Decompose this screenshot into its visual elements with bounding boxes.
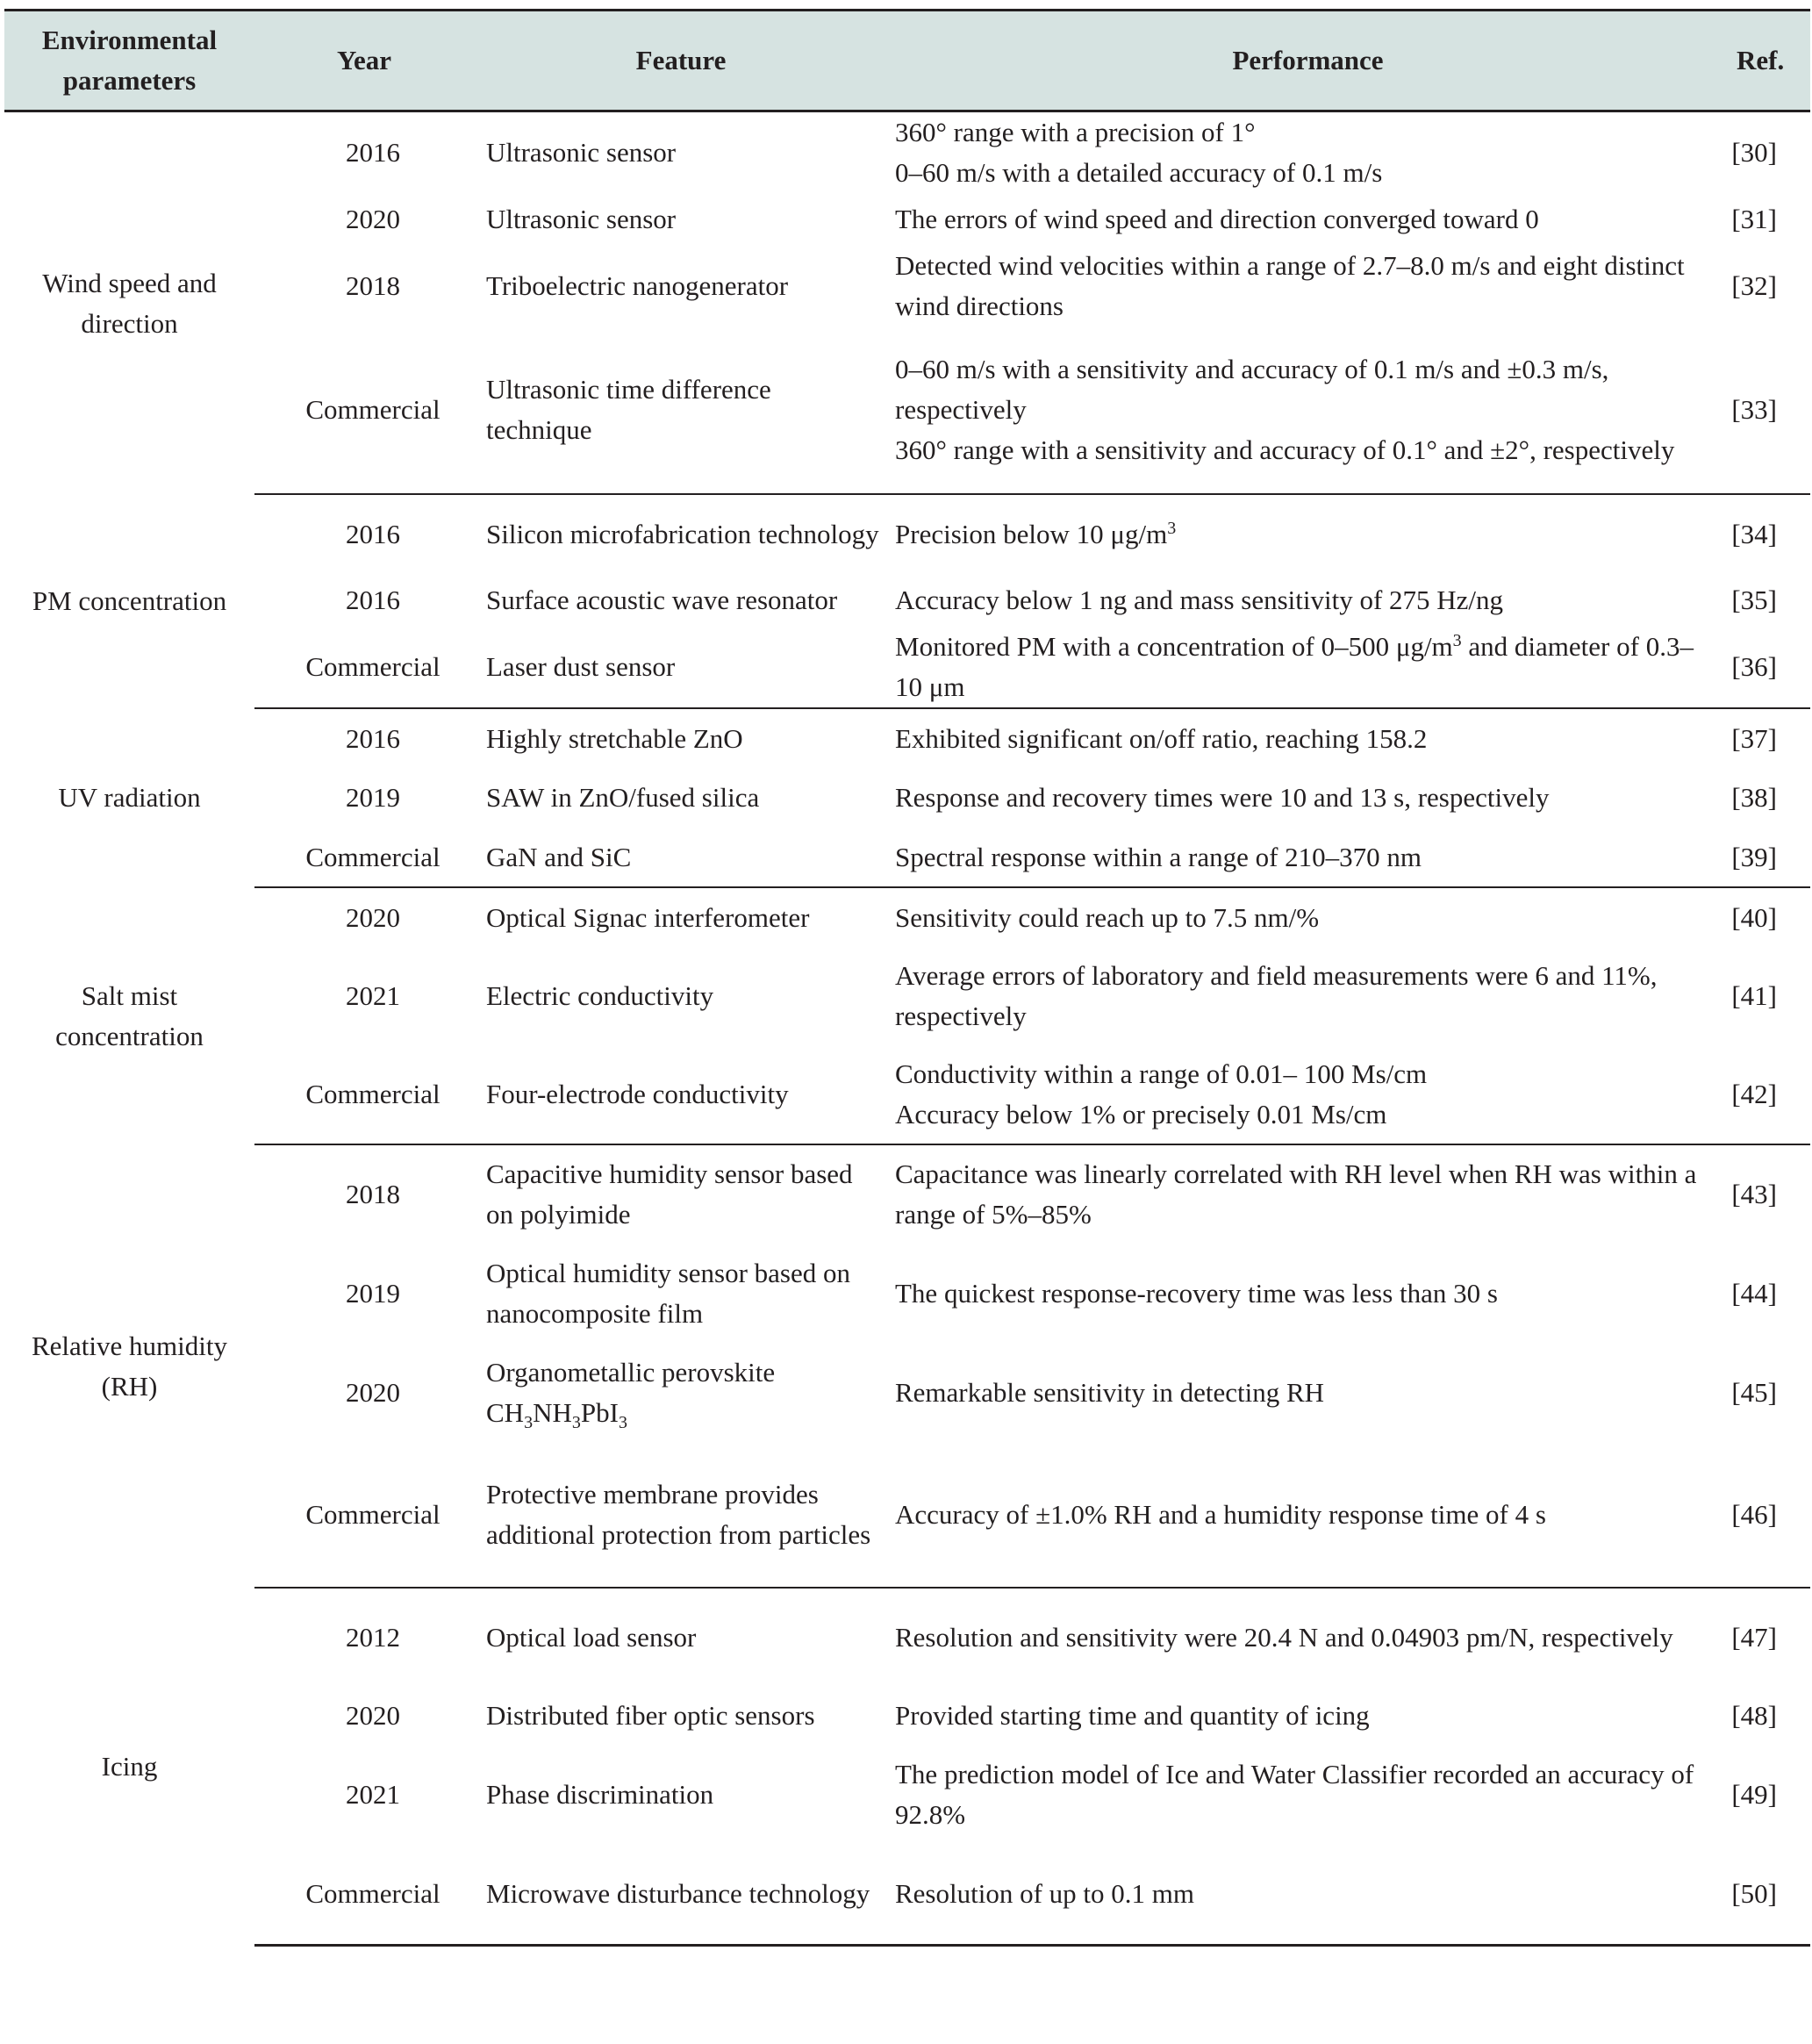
feature-cell: GaN and SiC	[474, 828, 888, 887]
year-cell: 2016	[346, 519, 400, 549]
feature-cell: Distributed fiber optic sensors	[486, 1700, 815, 1731]
formula-part: PbI	[580, 1397, 619, 1428]
year-cell: 2016	[346, 585, 400, 615]
ref-cell: [48]	[1731, 1700, 1777, 1731]
performance-cell	[888, 494, 1728, 574]
year-cell: 2020	[346, 901, 400, 933]
year-cell: 2012	[346, 1621, 400, 1653]
group-label-wind: Wind speed and direction	[42, 267, 217, 339]
year-cell: Commercial	[254, 326, 474, 494]
feature-cell: Highly stretchable ZnO	[486, 722, 743, 754]
performance-cell: The quickest response-recovery time was less than 30 s	[895, 1277, 1498, 1309]
performance-line: 360° range with a sensitivity and accuracy of 0.1° and ±2°, respectively	[895, 434, 1675, 465]
performance-cell: Average errors of laboratory and field measurements were 6 and 11%, respectively	[895, 960, 1658, 1031]
performance-cell: The errors of wind speed and direction converged toward 0	[895, 204, 1539, 234]
feature-cell: Ultrasonic time difference technique	[474, 326, 888, 494]
group-label-pm: PM concentration	[32, 585, 227, 616]
ref-cell: [42]	[1728, 1045, 1810, 1144]
year-cell: 2016	[346, 722, 400, 754]
table-row	[4, 768, 1810, 828]
ref-cell: [33]	[1728, 326, 1810, 494]
year-cell: Commercial	[254, 627, 474, 708]
performance-cell: Exhibited significant on/off ratio, reaching 158.2	[895, 722, 1428, 754]
performance-cell	[888, 1045, 1728, 1144]
feature-cell: Laser dust sensor	[474, 627, 888, 708]
header-ref: Ref.	[1728, 11, 1810, 111]
subscript: 3	[571, 1413, 581, 1433]
year-cell: 2020	[346, 204, 400, 234]
feature-cell: Four-electrode conductivity	[474, 1045, 888, 1144]
feature-cell: Capacitive humidity sensor based on polyimide	[486, 1158, 853, 1230]
performance-cell: Resolution and sensitivity were 20.4 N and 0.04903 pm/N, respectively	[895, 1621, 1673, 1653]
ref-cell: [35]	[1731, 585, 1777, 615]
table-row	[4, 111, 1810, 194]
table-row	[4, 193, 1810, 246]
table-row	[4, 494, 1810, 574]
table-row	[4, 887, 1810, 947]
feature-cell: Ultrasonic sensor	[486, 137, 677, 168]
performance-cell: Accuracy below 1 ng and mass sensitivity of 275 Hz/ng	[895, 585, 1504, 615]
feature-cell: Surface acoustic wave resonator	[486, 585, 838, 615]
table-row	[4, 246, 1810, 326]
performance-text: Monitored PM with a concentration of 0–500 μg/m	[895, 631, 1453, 662]
performance-text: Precision below 10 μg/m	[895, 519, 1168, 549]
feature-cell: Electric conductivity	[486, 980, 714, 1011]
performance-cell	[888, 627, 1728, 708]
ref-cell: [36]	[1728, 627, 1810, 708]
performance-cell: Remarkable sensitivity in detecting RH	[895, 1377, 1325, 1408]
ref-cell: [40]	[1731, 901, 1777, 933]
ref-cell: [37]	[1731, 722, 1777, 754]
subscript: 3	[618, 1413, 627, 1433]
header-performance: Performance	[888, 11, 1728, 111]
table-row	[4, 828, 1810, 887]
formula-part: NH	[533, 1397, 572, 1428]
year-cell: Commercial	[254, 1045, 474, 1144]
table-row	[4, 1045, 1810, 1144]
year-cell: 2018	[346, 270, 400, 301]
year-cell: 2020	[346, 1377, 400, 1408]
table-row	[4, 1844, 1810, 1945]
table-row	[4, 708, 1810, 768]
performance-line: 360° range with a precision of 1°	[895, 117, 1256, 147]
performance-cell	[888, 326, 1728, 494]
performance-text: and diameter of 0.3–10 μm	[895, 631, 1694, 702]
table-row	[4, 326, 1810, 494]
performance-cell: Capacitance was linearly correlated with RH level when RH was within a range of 5%–85%	[895, 1158, 1697, 1230]
performance-cell: Response and recovery times were 10 and 13 s, respectively	[895, 782, 1550, 813]
table-row	[4, 1344, 1810, 1442]
performance-cell	[888, 111, 1728, 194]
performance-cell: Accuracy of ±1.0% RH and a humidity response time of 4 s	[888, 1442, 1728, 1588]
year-cell: 2021	[346, 980, 400, 1011]
table-row	[4, 1746, 1810, 1844]
ref-cell: [45]	[1731, 1377, 1777, 1408]
performance-cell: Spectral response within a range of 210–370 nm	[888, 828, 1728, 887]
table-row	[4, 1243, 1810, 1344]
header-row	[4, 11, 1810, 111]
ref-cell: [38]	[1731, 782, 1777, 813]
table-row	[4, 1144, 1810, 1243]
formula-part: CH	[486, 1397, 525, 1428]
table-row	[4, 574, 1810, 627]
superscript: 3	[1167, 518, 1177, 538]
feature-cell: Silicon microfabrication technology	[486, 519, 879, 549]
year-cell: Commercial	[254, 1442, 474, 1588]
feature-cell: Optical Signac interferometer	[486, 901, 810, 933]
feature-line: Organometallic perovskite	[486, 1357, 776, 1388]
ref-cell: [50]	[1728, 1844, 1810, 1945]
group-label-salt: Salt mist concentration	[55, 979, 204, 1051]
ref-cell: [46]	[1728, 1442, 1810, 1588]
performance-line: 0–60 m/s with a detailed accuracy of 0.1 m/s	[895, 157, 1383, 188]
table-row	[4, 1686, 1810, 1746]
group-label-rh: Relative humidity (RH)	[32, 1330, 227, 1402]
ref-cell: [41]	[1731, 980, 1777, 1011]
performance-line: Accuracy below 1% or precisely 0.01 Ms/cm	[895, 1099, 1387, 1130]
feature-cell: Phase discrimination	[486, 1779, 714, 1810]
performance-cell: Resolution of up to 0.1 mm	[888, 1844, 1728, 1945]
ref-cell: [31]	[1731, 204, 1777, 234]
table-row	[4, 1588, 1810, 1686]
year-cell: 2019	[346, 1277, 400, 1309]
group-label-uv: UV radiation	[58, 782, 201, 813]
year-cell: 2021	[346, 1779, 400, 1810]
header-year: Year	[254, 11, 474, 111]
ref-cell: [43]	[1731, 1178, 1777, 1209]
year-cell: 2018	[346, 1178, 400, 1209]
feature-cell: Protective membrane provides additional protection from particles	[474, 1442, 888, 1588]
ref-cell: [32]	[1731, 270, 1777, 301]
chemical-formula	[486, 1393, 883, 1433]
ref-cell: [49]	[1731, 1779, 1777, 1810]
table-row	[4, 627, 1810, 708]
subscript: 3	[524, 1413, 534, 1433]
performance-cell: Detected wind velocities within a range of 2.7–8.0 m/s and eight distinct wind directions	[895, 250, 1685, 321]
table-header	[4, 11, 1810, 111]
year-cell: 2020	[346, 1700, 400, 1731]
feature-cell: Triboelectric nanogenerator	[486, 270, 789, 301]
ref-cell: [39]	[1728, 828, 1810, 887]
feature-cell: Microwave disturbance technology	[474, 1844, 888, 1945]
superscript: 3	[1452, 630, 1462, 650]
ref-cell: [30]	[1731, 137, 1777, 168]
header-env: Environmental parameters	[4, 11, 254, 111]
table-row	[4, 947, 1810, 1045]
performance-cell: Sensitivity could reach up to 7.5 nm/%	[895, 901, 1320, 933]
feature-cell: Ultrasonic sensor	[486, 204, 677, 234]
performance-line: 0–60 m/s with a sensitivity and accuracy of 0.1 m/s and ±0.3 m/s, respectively	[895, 354, 1609, 425]
ref-cell: [47]	[1731, 1621, 1777, 1653]
performance-cell: The prediction model of Ice and Water Classifier recorded an accuracy of 92.8%	[895, 1759, 1694, 1830]
feature-cell	[474, 1344, 888, 1442]
ref-cell: [44]	[1731, 1277, 1777, 1309]
feature-cell: SAW in ZnO/fused silica	[486, 782, 760, 813]
group-label-icing: Icing	[101, 1750, 158, 1782]
year-cell: Commercial	[254, 1844, 474, 1945]
feature-cell: Optical humidity sensor based on nanocomposite film	[486, 1257, 850, 1329]
table-body	[4, 111, 1810, 1946]
sensor-comparison-table	[4, 9, 1810, 1947]
year-cell: 2019	[346, 782, 400, 813]
header-feature: Feature	[474, 11, 888, 111]
ref-cell: [34]	[1731, 519, 1777, 549]
year-cell: 2016	[346, 137, 400, 168]
performance-line: Conductivity within a range of 0.01– 100 Ms/cm	[895, 1058, 1428, 1089]
table-row	[4, 1442, 1810, 1588]
feature-cell: Optical load sensor	[486, 1621, 697, 1653]
performance-cell: Provided starting time and quantity of icing	[895, 1700, 1370, 1731]
year-cell: Commercial	[254, 828, 474, 887]
